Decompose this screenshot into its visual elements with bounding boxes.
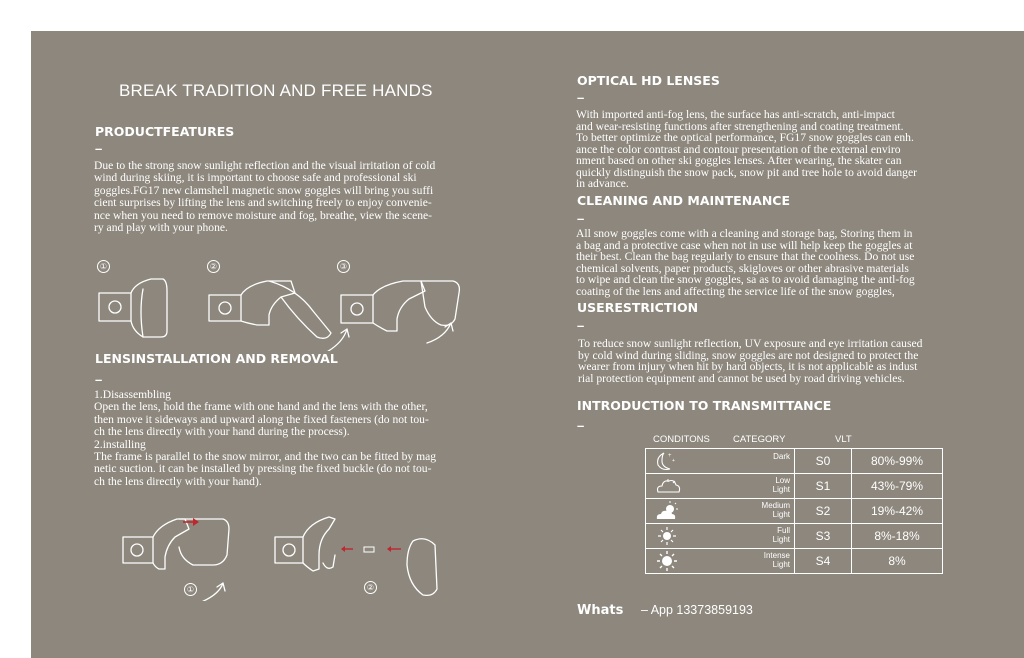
- header-vlt: VLT: [835, 434, 852, 445]
- condition-label-line: Light: [772, 535, 790, 544]
- cleaning-text: [576, 228, 915, 297]
- features-line: nce when you need to remove moisture and fog, breathe, view the scene-: [94, 208, 433, 222]
- vlt-row: [646, 474, 943, 499]
- condition-label: [773, 476, 790, 494]
- transmittance-heading: INTRODUCTION TO TRANSMITTANCE: [577, 398, 832, 413]
- goggles-remove-icon: [123, 518, 229, 601]
- features-line: goggles.FG17 new clamshell magnetic snow goggles will bring you suffi: [94, 183, 434, 197]
- optical-dash: –: [577, 90, 585, 105]
- vlt-table-header: [645, 434, 945, 446]
- condition-cell: [646, 449, 795, 474]
- restriction-line: rial protection equipment and cannot be used by road driving vehicles.: [578, 371, 905, 385]
- optical-text: [576, 109, 917, 190]
- condition-cell: [646, 524, 795, 549]
- goggles-closed-icon: [99, 279, 167, 337]
- install-step-number-1: ①: [184, 583, 197, 596]
- cleaning-line: a bag and a protective case when not in use will help keep the goggles at: [576, 238, 913, 252]
- vlt-cell: 8%: [852, 549, 943, 574]
- installation-line: 1.Disassembling: [94, 388, 171, 401]
- category-cell: S4: [795, 549, 852, 574]
- features-dash: –: [95, 141, 103, 156]
- brochure-page: [31, 31, 1024, 658]
- vlt-table-wrapper: [645, 434, 945, 574]
- bright-sun-icon: [654, 549, 682, 578]
- install-step-number-2: ②: [364, 581, 377, 594]
- header-conditions: CONDITONS: [653, 434, 710, 445]
- installation-line: netic suction. it can be installed by pressing the fixed buckle (do not tou-: [94, 462, 432, 476]
- optical-heading: OPTICAL HD LENSES: [577, 73, 720, 88]
- contact-label: Whats: [577, 603, 624, 618]
- installation-text: [94, 389, 436, 488]
- condition-label-line: Light: [772, 485, 790, 494]
- cleaning-line: to wipe and clean the snow goggles, sa as to avoid damaging the antl-fog: [576, 273, 915, 286]
- features-text: [94, 160, 435, 234]
- goggles-open-icon: [341, 281, 459, 343]
- installation-line: ch the lens directly with your hand during the process).: [94, 425, 350, 439]
- goggles-attach-icon: [275, 517, 437, 595]
- vlt-table: [645, 448, 943, 574]
- condition-cell: [646, 499, 795, 524]
- condition-label-line: Low: [775, 476, 790, 485]
- goggles-opening-icon: [209, 281, 349, 351]
- optical-line: in advance.: [576, 177, 629, 190]
- lens-install-illustration: [119, 511, 439, 601]
- vlt-row: [646, 549, 943, 574]
- category-cell: S0: [795, 449, 852, 474]
- installation-line: then move it sideways and upward along the fixed fasteners (do not tou-: [94, 412, 429, 426]
- optical-line: With imported anti-fog lens, the surface has anti-scratch, anti-impact: [576, 108, 895, 121]
- contact-value: – App 13373859193: [640, 603, 753, 617]
- svg-text:+: +: [668, 453, 672, 459]
- condition-label: [762, 501, 790, 519]
- cleaning-line: their best. Clean the bag regularly to ensure that the coolness. Do not use: [576, 250, 915, 263]
- step-number-3: ③: [337, 260, 350, 273]
- category-cell: S1: [795, 474, 852, 499]
- condition-cell: [646, 474, 795, 499]
- condition-label: [773, 526, 790, 544]
- optical-line: ance the color contrast and contour presentation of the external enviro: [576, 142, 901, 156]
- vlt-row: [646, 449, 943, 474]
- optical-line: To better optimize the optical performance, FG17 snow goggles can enh.: [576, 131, 914, 144]
- condition-label-line: Intense: [763, 551, 790, 560]
- condition-label-line: Dark: [773, 452, 790, 461]
- restriction-text: [578, 338, 922, 384]
- restriction-line: wearer from injury when hit by hard objects, it is not applicable as indust: [578, 360, 918, 373]
- installation-dash: –: [95, 372, 103, 387]
- optical-line: and wear-resisting functions after strengthening and coating treatment.: [576, 119, 904, 133]
- installation-line: The frame is parallel to the snow mirror, and the two can be fitted by mag: [94, 450, 437, 464]
- step-number-2: ②: [207, 260, 220, 273]
- features-line: ry and play with your phone.: [94, 221, 228, 235]
- vlt-cell: 19%-42%: [852, 499, 943, 524]
- restriction-dash: –: [577, 318, 585, 333]
- cleaning-line: chemical solvents, paper products, skigloves or other abrasive materials: [576, 261, 909, 275]
- installation-line: Open the lens, hold the frame with one hand and the lens with the other,: [94, 400, 428, 414]
- cleaning-heading: CLEANING AND MAINTENANCE: [577, 193, 791, 208]
- vlt-cell: 80%-99%: [852, 449, 943, 474]
- header-category: CATEGORY: [733, 434, 786, 445]
- optical-line: nment based on other ski goggles lenses. After wearing, the skater can: [576, 154, 902, 167]
- optical-line: quickly distinguish the snow pack, snow pit and tree hole to avoid danger: [576, 165, 917, 179]
- cleaning-line: coating of the lens and affecting the service life of the snow goggles,: [576, 284, 895, 298]
- condition-label: [764, 551, 790, 569]
- features-line: wind during skiing, it is important to choose safe and professional ski: [94, 171, 417, 185]
- cleaning-line: All snow goggles come with a cleaning and storage bag, Storing them in: [576, 227, 913, 240]
- main-title: BREAK TRADITION AND FREE HANDS: [119, 81, 433, 100]
- installation-line: 2.installing: [94, 437, 146, 451]
- installation-line: ch the lens directly with your hand).: [94, 474, 262, 488]
- restriction-heading: USERESTRICTION: [577, 300, 699, 315]
- vlt-cell: 43%-79%: [852, 474, 943, 499]
- step-number-1: ①: [97, 260, 110, 273]
- vlt-cell: 8%-18%: [852, 524, 943, 549]
- svg-text:+: +: [672, 458, 675, 464]
- condition-label: [773, 452, 790, 461]
- features-heading: PRODUCTFEATURES: [95, 124, 235, 139]
- cleaning-dash: –: [577, 211, 585, 226]
- condition-label-line: Medium: [761, 501, 790, 510]
- restriction-line: To reduce snow sunlight reflection, UV exposure and eye irritation caused: [578, 337, 923, 350]
- condition-label-line: Light: [772, 510, 790, 519]
- vlt-row: [646, 524, 943, 549]
- category-cell: S3: [795, 524, 852, 549]
- category-cell: S2: [795, 499, 852, 524]
- condition-cell: [646, 549, 795, 574]
- condition-label-line: Light: [772, 560, 790, 569]
- features-line: Due to the strong snow sunlight reflection and the visual irritation of cold: [94, 159, 436, 172]
- installation-heading: LENSINSTALLATION AND REMOVAL: [95, 351, 338, 366]
- lens-lift-illustration: [91, 271, 471, 351]
- contact-line: [577, 602, 753, 618]
- restriction-line: by cold wind during sliding, snow goggles are not designed to protect the: [578, 348, 919, 362]
- vlt-row: [646, 499, 943, 524]
- condition-label-line: Full: [777, 526, 790, 535]
- transmittance-dash: –: [577, 418, 585, 433]
- features-line: cient surprises by lifting the lens and switching freely to enjoy convenie-: [94, 196, 432, 210]
